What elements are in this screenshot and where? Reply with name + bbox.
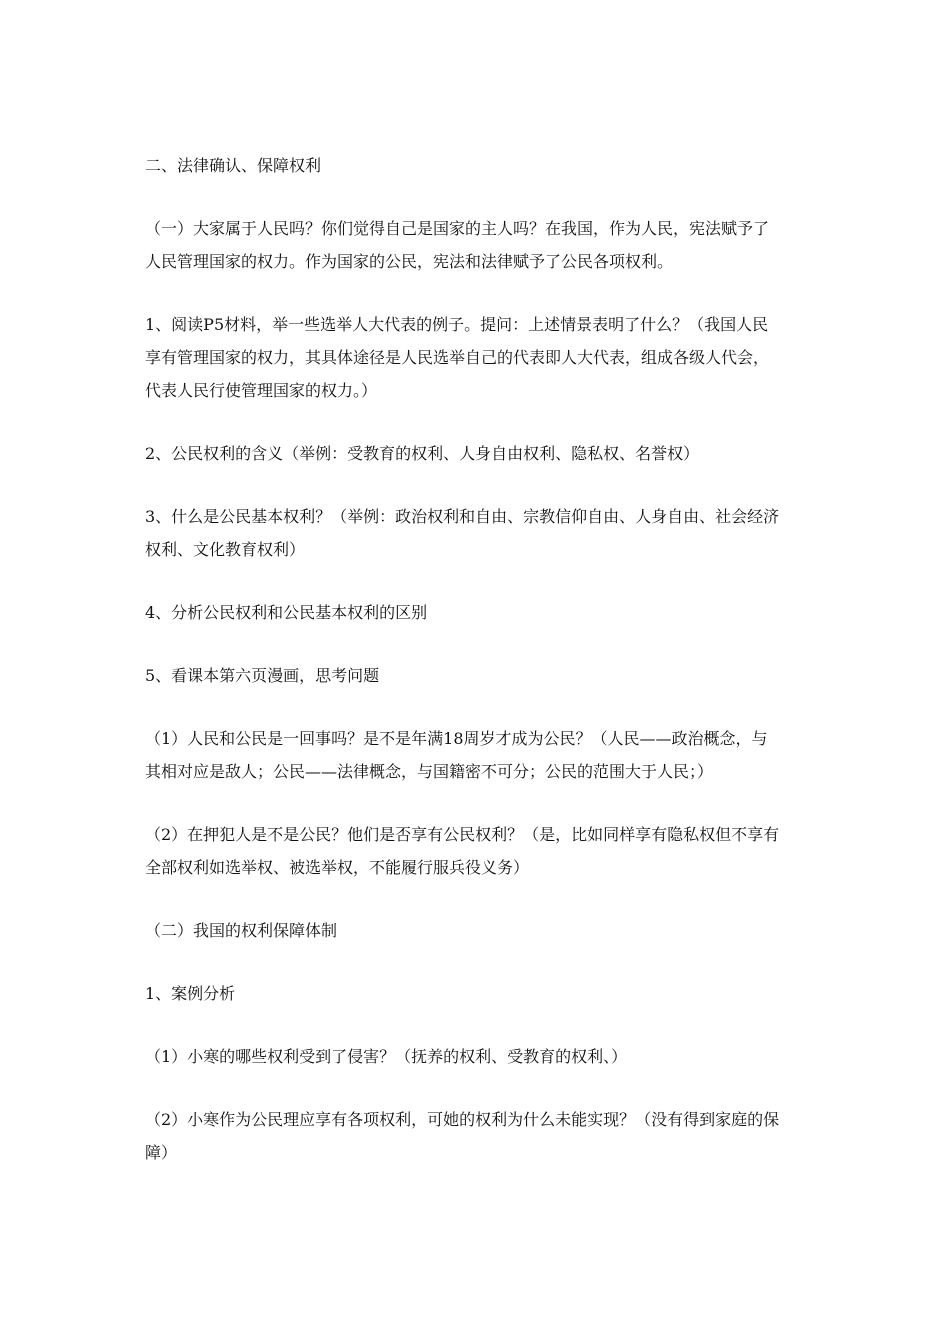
paragraph-line: 其相对应是敌人；公民——法律概念，与国籍密不可分；公民的范围大于人民；） bbox=[145, 762, 714, 781]
paragraph-line: （2）小寒作为公民理应享有各项权利，可她的权利为什么未能实现？（没有得到家庭的保 bbox=[145, 1110, 780, 1129]
paragraph-line: （2）在押犯人是不是公民？他们是否享有公民权利？（是，比如同样享有隐私权但不享有 bbox=[145, 825, 780, 844]
paragraph-line: （1）人民和公民是一回事吗？是不是年满18周岁才成为公民？（人民——政治概念，与 bbox=[145, 729, 768, 748]
paragraph-line: 人民管理国家的权力。作为国家的公民，宪法和法律赋予了公民各项权利。 bbox=[145, 252, 674, 271]
paragraph-line: 5、看课本第六页漫画，思考问题 bbox=[145, 666, 380, 685]
paragraph-line: 权利、文化教育权利） bbox=[145, 540, 306, 559]
document-body bbox=[145, 149, 810, 1169]
paragraph-line: （1）小寒的哪些权利受到了侵害？（抚养的权利、受教育的权利、） bbox=[145, 1047, 628, 1066]
paragraph-line: 障） bbox=[145, 1143, 178, 1162]
section-heading: 二、法律确认、保障权利 bbox=[145, 156, 322, 175]
paragraph-line: 2、公民权利的含义（举例：受教育的权利、人身自由权利、隐私权、名誉权） bbox=[145, 444, 700, 463]
paragraph-line: （一）大家属于人民吗？你们觉得自己是国家的主人吗？在我国，作为人民，宪法赋予了 bbox=[145, 219, 770, 238]
paragraph-line: 代表人民行使管理国家的权力。） bbox=[145, 381, 378, 400]
paragraph-line: 4、分析公民权利和公民基本权利的区别 bbox=[145, 603, 428, 622]
paragraph-line: 1、案例分析 bbox=[145, 984, 236, 1003]
subsection-heading: （二）我国的权利保障体制 bbox=[145, 921, 338, 940]
paragraph-line: 3、什么是公民基本权利？（举例：政治权利和自由、宗教信仰自由、人身自由、社会经济 bbox=[145, 507, 780, 526]
paragraph-line: 全部权利如选举权、被选举权，不能履行服兵役义务） bbox=[145, 858, 530, 877]
paragraph-line: 享有管理国家的权力，其具体途径是人民选举自己的代表即人大代表，组成各级人代会， bbox=[145, 348, 770, 367]
paragraph-line: 1、阅读P5材料，举一些选举人大代表的例子。提问：上述情景表明了什么？（我国人民 bbox=[145, 315, 769, 334]
